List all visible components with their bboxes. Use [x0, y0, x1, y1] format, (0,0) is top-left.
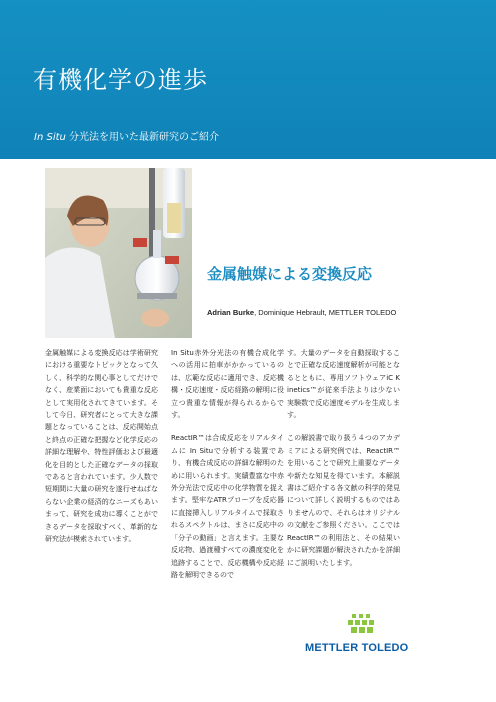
- article-title: 金属触媒による変換反応: [207, 265, 373, 283]
- text-column-3: [287, 347, 400, 580]
- paragraph: In Situ赤外分光法の有機合成化学への活用に拍車がかかっているのは、広範な反応に適用でき、反応機構・反応速度・反応経路の解明に役立つ貴重な情報が得られるからです。: [171, 349, 284, 420]
- text-column-2: [171, 347, 284, 592]
- page-subtitle: [34, 128, 219, 143]
- text-column-1: [45, 347, 158, 557]
- article-authors: [207, 308, 396, 317]
- paragraph: 金属触媒による変換反応は学術研究における重要なトピックとなって久しく、科学的な関心事としてだけでなく、産業面においても貴重な反応として実用化されてきています。そして今日、研究者にとって大きな課題となっていることは、反応開始点と終点の正確な把握など化学反応の詳細な理解や、特性評価および最適化を目的とした正確なデータの採取であると言われています。少人数で短期間に大量の研究を遂行せねばならない企業の経済的なニーズもあいまって、研究を成功に導くことができるデータを採取すべく、革新的な研究法が模索されています。: [45, 349, 158, 544]
- mettler-toledo-logo: [305, 614, 425, 668]
- logo-mark-icon: [347, 614, 375, 640]
- author-others: , Dominique Hebrault, METTLER TOLEDO: [254, 308, 397, 317]
- paragraph: この解説書で取り扱う４つのアカデミアによる研究例では、ReactIR™を用いることで研究上重要なデータや新たな知見を得ています。本解説書はご紹介する各文献の科学的発見について詳しく説明するものではありませんので、それらはオリジナルの文献をご参照ください。ここではReactIR™の利用法と、その結果いかに研究課題が解決されたかを詳細にご説明いたします。: [287, 434, 400, 567]
- subtitle-text: 分光法を用いた最新研究のご紹介: [65, 132, 220, 143]
- lab-photo: [45, 168, 192, 338]
- author-lead: Adrian Burke: [207, 308, 255, 317]
- paragraph: ReactIR™は合成反応をリアルタイムに In Situで分析する装置であり、有機合成反応の詳細な解明のために用いられます。実績豊富な中赤外分光法で反応中の化学物質を捉えます。堅牢なATRプローブを反応器に直接挿入しリアルタイムで採取されるスペクトルは、まさに反応中の「分子の動画」と言えます。主要な反応物、過渡種すべての濃度変化を追跡することで、反応機構や反応経路を解明できるので: [171, 434, 284, 579]
- logo-text: METTLER TOLEDO: [305, 642, 409, 654]
- subtitle-italic: In Situ: [34, 132, 66, 143]
- paragraph: す。大量のデータを自動採取することで正確な反応速度解析が可能となるとともに、専用ソフトウェアiC Kinetics™が従来手法よりは少ない実験数で反応速度モデルを生成します。: [287, 349, 400, 420]
- header-banner: [0, 0, 496, 159]
- page-title: 有機化学の進歩: [33, 66, 208, 94]
